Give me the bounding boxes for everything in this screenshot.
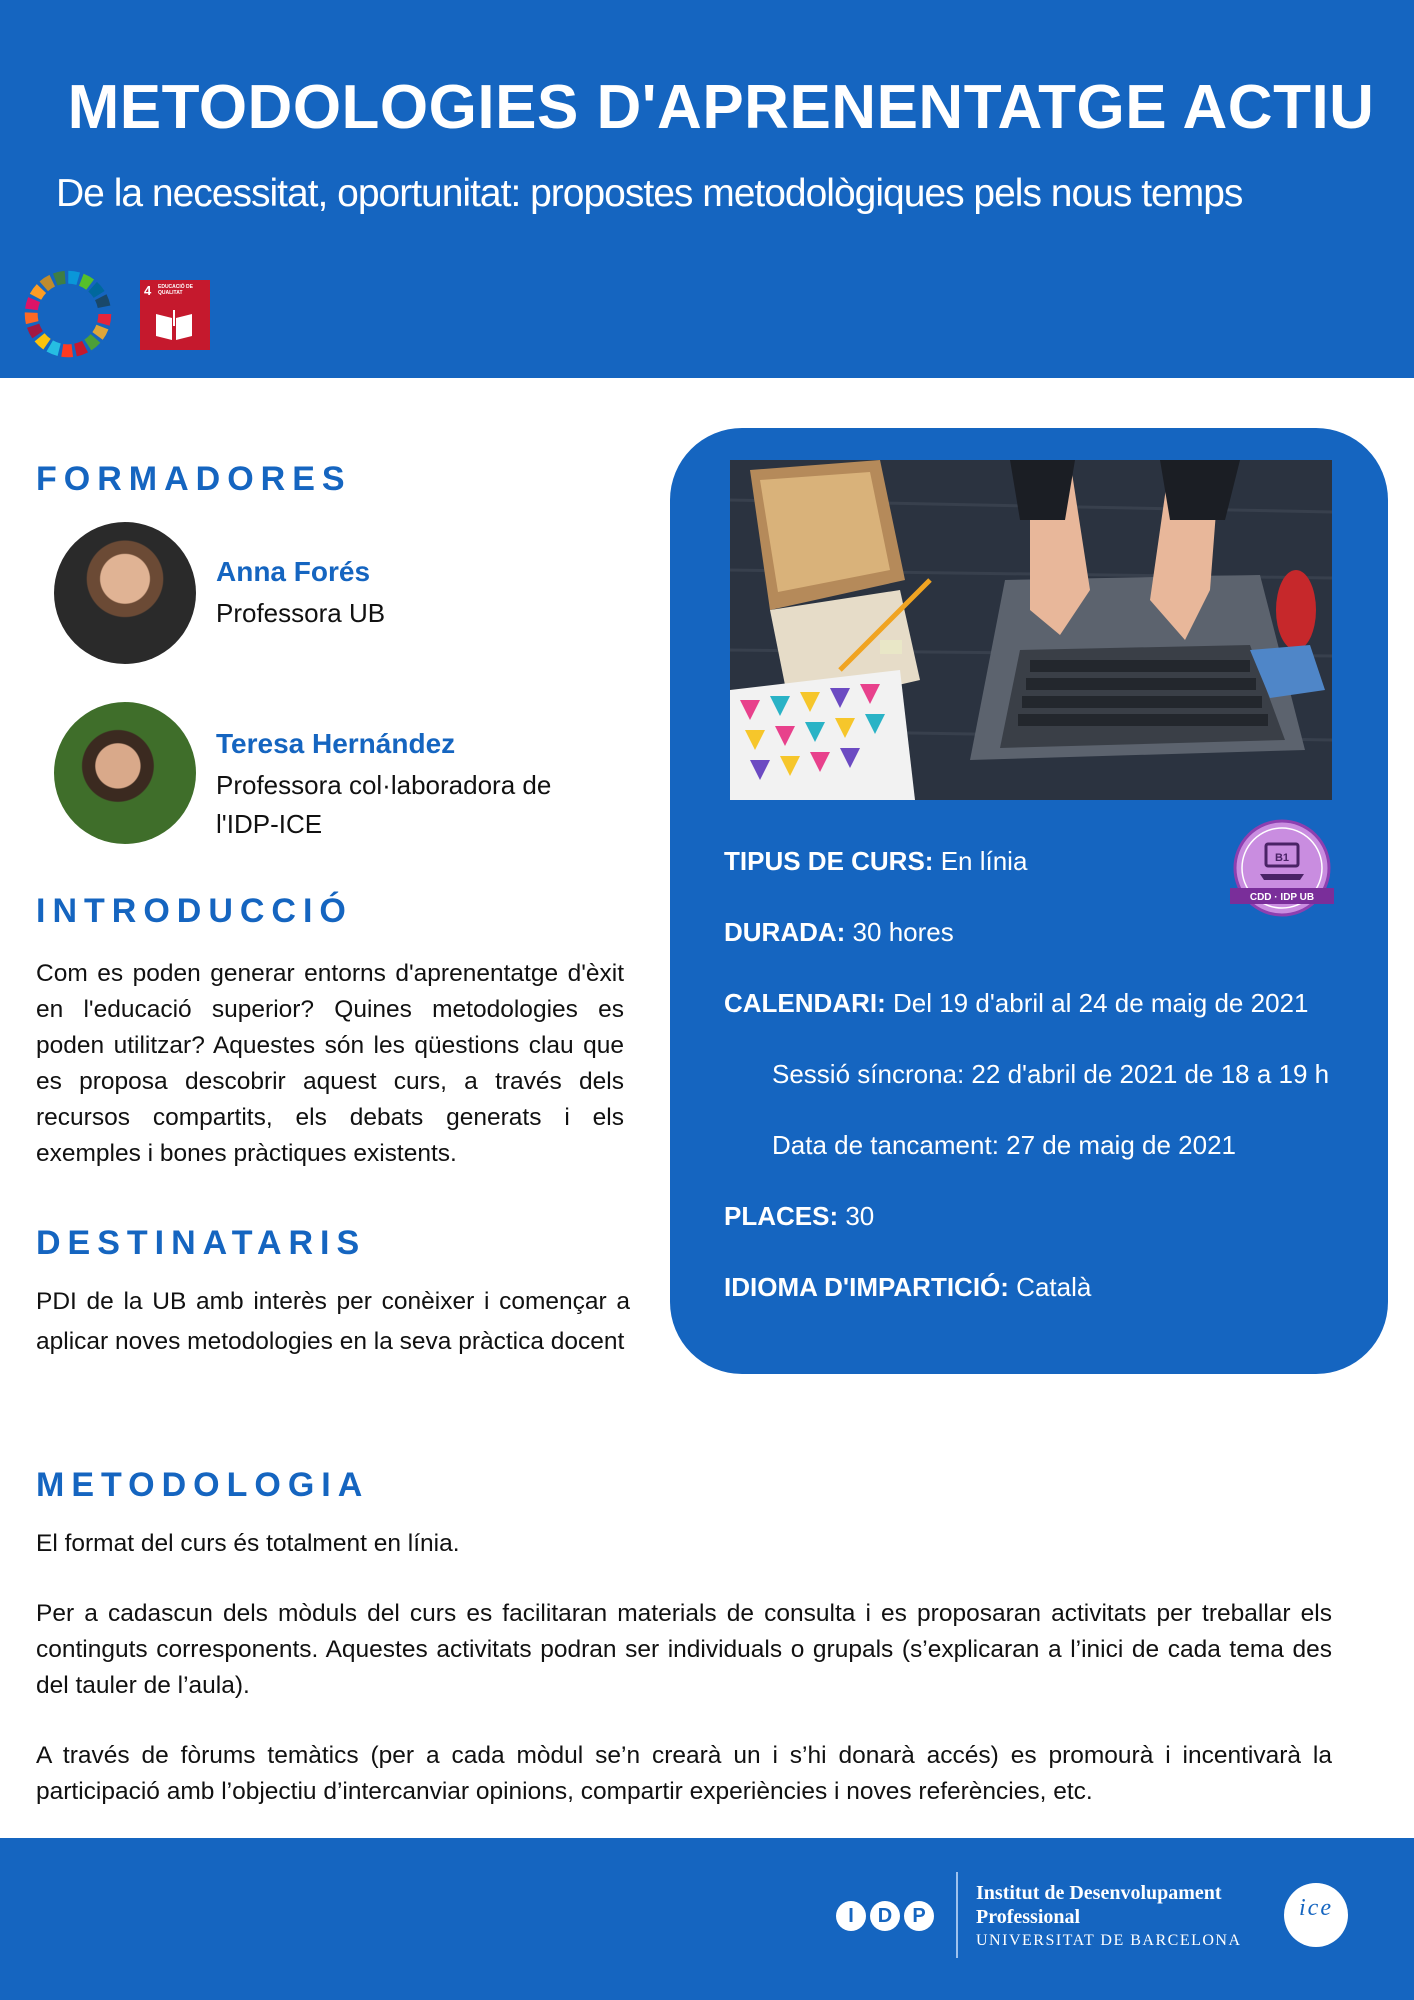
course-places-value: 30: [838, 1201, 875, 1231]
page-title: METODOLOGIES D'APRENENTATGE ACTIU: [67, 73, 1375, 142]
book-icon: [154, 306, 194, 344]
metodologia-paragraph: A través de fòrums temàtics (per a cada mòdul se’n crearà un i s’hi donarà accés) es promourà i incentivarà la participació amb l’objectiu d’intercanviar opinions, compartir experiències i noves referències, etc.: [36, 1742, 1332, 1805]
course-type: [724, 846, 1027, 877]
course-duration-value: 30 hores: [845, 917, 954, 947]
trainer-name: Teresa Hernández: [216, 728, 456, 759]
trainer-role: Professora col·laboradora de l'IDP-ICE: [216, 770, 552, 839]
course-calendar-value: Del 19 d'abril al 24 de maig de 2021: [885, 988, 1309, 1018]
destinataris-heading: DESTINATARIS: [36, 1224, 367, 1262]
course-language-label: IDIOMA D'IMPARTICIÓ:: [724, 1272, 1009, 1302]
footer-banner: [0, 1838, 1414, 2000]
institute-name-line1: Institut de Desenvolupament: [976, 1882, 1222, 1904]
ice-logo-text: ice: [1299, 1895, 1333, 1921]
badge-level: B1: [1274, 852, 1290, 864]
closing-date: Data de tancament: 27 de maig de 2021: [772, 1130, 1236, 1160]
avatar: [54, 522, 196, 664]
university-name: UNIVERSITAT DE BARCELONA: [976, 1932, 1242, 1949]
formadores-heading: FORMADORES: [36, 460, 352, 498]
synchronous-session: Sessió síncrona: 22 d'abril de 2021 de 18 a 19 h: [772, 1059, 1330, 1089]
idp-logo-letter: I: [836, 1901, 866, 1931]
sdg4-number: 4: [144, 283, 152, 298]
course-calendar: [724, 988, 1308, 1019]
idp-logo-letter: P: [904, 1901, 934, 1931]
introduccio-heading: INTRODUCCIÓ: [36, 892, 353, 930]
badge-text: CDD · IDP UB: [1249, 892, 1315, 903]
course-places: [724, 1201, 874, 1232]
course-language-value: Català: [1008, 1272, 1092, 1302]
metodologia-heading: METODOLOGIA: [36, 1466, 370, 1504]
destinataris-text: PDI de la UB amb interès per conèixer i començar a aplicar noves metodologies en la seva pràctica docent: [36, 1288, 630, 1355]
course-language: [724, 1272, 1091, 1303]
sdg-wheel-logo: [22, 268, 114, 360]
sdg4-label: EDUCACIÓ DE QUALITAT: [158, 284, 194, 296]
avatar: [54, 702, 196, 844]
course-type-value: En línia: [933, 846, 1028, 876]
course-places-label: PLACES:: [724, 1201, 839, 1231]
introduccio-text: Com es poden generar entorns d'aprenentatge d'èxit en l'educació superior? Quines metodologies es poden utilitzar? Aquestes són les qüestions clau que es proposa descobrir aquest curs, a través dels recursos compartits, els debats generats i els exemples i bones pràctiques existents.: [36, 960, 624, 1167]
course-duration-label: DURADA:: [724, 917, 846, 947]
metodologia-paragraph: Per a cadascun dels mòduls del curs es facilitaran materials de consulta i es proposaran activitats per treballar els continguts corresponents. Aquestes activitats podran ser individuals o grupals (s’explicaran a l’inici de cada tema des del tauler de l’aula).: [36, 1600, 1332, 1699]
trainer-name: Anna Forés: [216, 556, 371, 587]
sdg4-quality-education-logo: [140, 280, 210, 350]
course-calendar-label: CALENDARI:: [724, 988, 886, 1018]
footer-divider: [956, 1872, 958, 1958]
metodologia-paragraph: El format del curs és totalment en línia.: [36, 1530, 460, 1557]
course-duration: [724, 917, 954, 948]
idp-logo-letter: D: [870, 1901, 900, 1931]
competency-badge-icon: [1230, 818, 1334, 922]
course-type-label: TIPUS DE CURS:: [724, 846, 934, 876]
ice-logo: [1284, 1883, 1348, 1947]
trainer-role: Professora UB: [216, 598, 386, 628]
course-photo: [730, 460, 1332, 800]
page-subtitle: De la necessitat, oportunitat: propostes metodològiques pels nous temps: [56, 172, 1243, 215]
institute-name-line2: Professional: [976, 1906, 1081, 1928]
